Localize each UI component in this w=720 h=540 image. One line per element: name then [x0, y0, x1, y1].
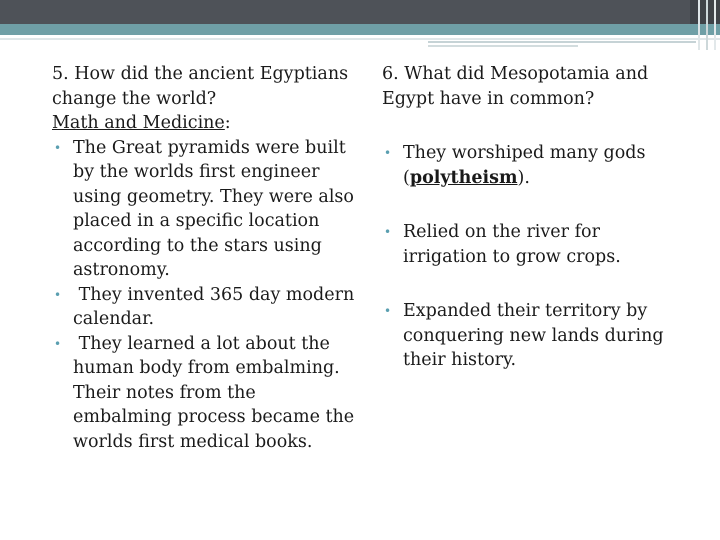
list-item-text: They invented 365 day modern calendar.	[73, 284, 360, 329]
list-item	[382, 141, 682, 190]
bullet-icon: •	[54, 287, 62, 302]
question-5: 5. How did the ancient Egyptians change the world?	[52, 64, 349, 109]
bullet-icon: •	[384, 146, 392, 160]
decorative-vertical-line	[698, 0, 700, 50]
list-item-text-part: ).	[517, 167, 530, 188]
bullet-icon: •	[384, 225, 392, 239]
list-item-text: They learned a lot about the human body from embalming. Their notes from the embalming process became the worlds first medical books.	[73, 333, 360, 452]
subheading-line	[52, 111, 357, 136]
list-item-text: Expanded their territory by conquering new lands during their history.	[403, 301, 664, 370]
bullet-icon: •	[54, 336, 62, 351]
bullet-icon: •	[384, 304, 392, 318]
term-polytheism: polytheism	[409, 167, 518, 188]
list-item-text: Relied on the river for irrigation to grow crops.	[403, 222, 621, 267]
accent-strip	[0, 24, 720, 35]
bullet-icon: •	[54, 140, 62, 155]
left-bullet-list	[52, 136, 360, 455]
left-column	[52, 62, 360, 454]
decorative-vertical-line	[706, 0, 708, 50]
right-bullet-list	[382, 141, 682, 373]
list-item-text: The Great pyramids were built by the worlds first engineer using geometry. They were also placed in a specific location according to the stars using astronomy.	[73, 137, 354, 280]
list-item	[382, 220, 682, 269]
decorative-line	[428, 45, 578, 47]
list-item	[52, 283, 360, 332]
question-6: 6. What did Mesopotamia and Egypt have in common?	[382, 64, 649, 109]
subheading-colon: :	[224, 113, 231, 133]
list-item	[52, 332, 360, 455]
right-column	[382, 62, 682, 373]
decorative-vertical-line	[714, 0, 716, 50]
list-item-text	[403, 143, 645, 188]
decorative-line	[428, 41, 696, 43]
header-bar	[0, 0, 720, 24]
decorative-line	[0, 38, 720, 40]
list-item	[52, 136, 357, 283]
list-item-text-part: They worshiped many gods (	[403, 143, 646, 188]
subheading-math-medicine: Math and Medicine	[52, 113, 225, 133]
list-item	[382, 299, 682, 373]
